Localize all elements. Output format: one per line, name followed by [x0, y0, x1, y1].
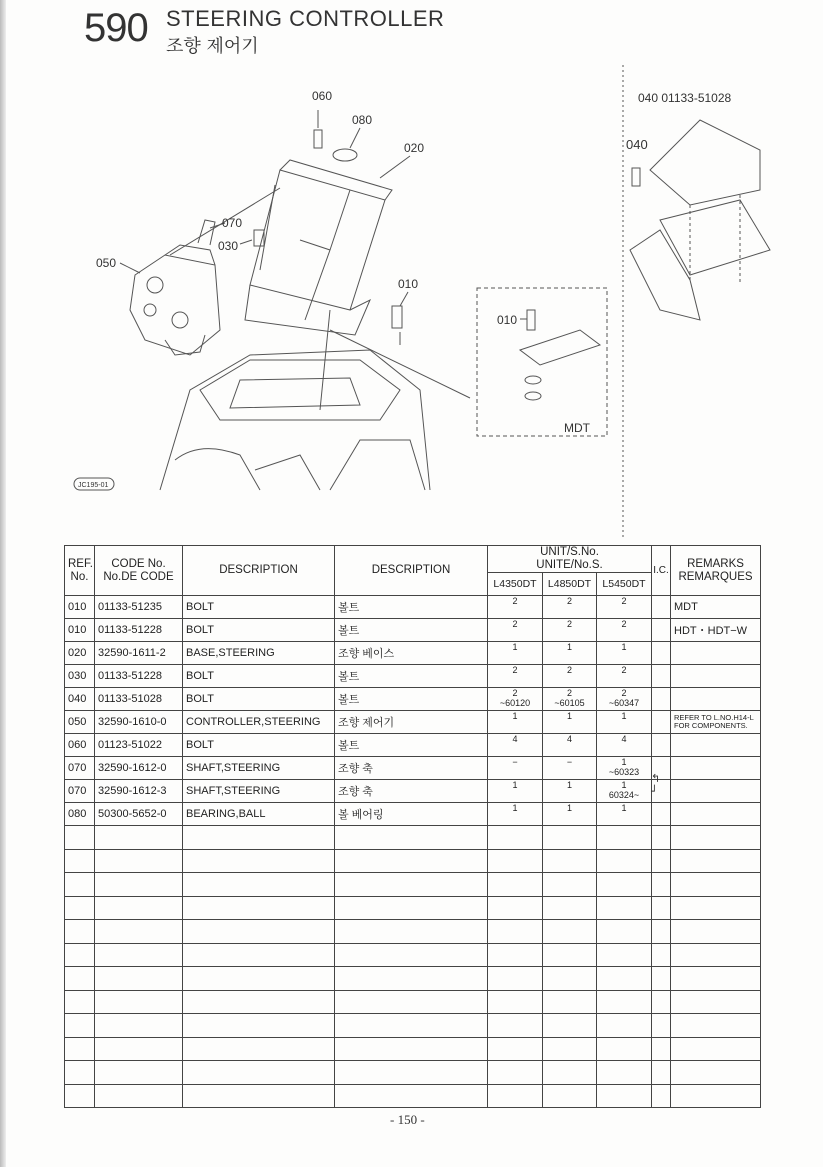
- row-ref: 010: [65, 596, 95, 619]
- row-qty: 2: [488, 619, 543, 642]
- empty-cell: [597, 1037, 652, 1061]
- empty-cell: [335, 943, 488, 967]
- empty-cell: [65, 896, 95, 920]
- empty-cell: [543, 1084, 597, 1108]
- row-qty: 1: [543, 803, 597, 826]
- empty-cell: [597, 826, 652, 850]
- header-ref: REF. No.: [65, 546, 95, 596]
- header-code: CODE No. No.DE CODE: [95, 546, 183, 596]
- empty-row: [65, 896, 761, 920]
- table-row: [65, 619, 761, 642]
- empty-cell: [183, 943, 335, 967]
- row-description-en: SHAFT,STEERING: [183, 757, 335, 780]
- empty-cell: [95, 990, 183, 1014]
- empty-cell: [183, 826, 335, 850]
- header-unit: UNIT/S.No. UNITE/No.S.: [488, 546, 652, 573]
- row-ic: [652, 803, 671, 826]
- empty-cell: [183, 873, 335, 897]
- empty-cell: [65, 1084, 95, 1108]
- empty-cell: [65, 1014, 95, 1038]
- row-qty: 2: [543, 619, 597, 642]
- empty-cell: [183, 1037, 335, 1061]
- row-qty: 2: [543, 596, 597, 619]
- row-qty: 1: [488, 642, 543, 665]
- row-ic: [652, 665, 671, 688]
- empty-cell: [671, 873, 761, 897]
- row-code: 01133-51235: [95, 596, 183, 619]
- empty-cell: [652, 990, 671, 1014]
- row-code: 01133-51228: [95, 665, 183, 688]
- mdt-inset: [477, 288, 607, 436]
- row-qty: 1: [543, 780, 597, 803]
- empty-cell: [95, 1014, 183, 1038]
- empty-cell: [597, 967, 652, 991]
- empty-cell: [65, 943, 95, 967]
- row-description-ko: 볼 베어링: [335, 803, 488, 826]
- header-ic: I.C.: [652, 546, 671, 596]
- row-description-en: BOLT: [183, 619, 335, 642]
- empty-cell: [335, 896, 488, 920]
- empty-cell: [597, 1084, 652, 1108]
- row-description-ko: 조향 축: [335, 757, 488, 780]
- row-qty: 4: [543, 734, 597, 757]
- empty-cell: [488, 1084, 543, 1108]
- empty-cell: [671, 967, 761, 991]
- row-ref: 050: [65, 711, 95, 734]
- row-code: 32590-1612-3: [95, 780, 183, 803]
- svg-text:JC195-01: JC195-01: [78, 482, 109, 489]
- empty-cell: [65, 826, 95, 850]
- header-description-en: DESCRIPTION: [183, 546, 335, 596]
- empty-cell: [65, 1037, 95, 1061]
- empty-cell: [652, 849, 671, 873]
- empty-cell: [65, 1061, 95, 1085]
- empty-cell: [95, 873, 183, 897]
- row-qty: −: [543, 757, 597, 780]
- callout-010: 010: [398, 277, 419, 291]
- row-description-en: BASE,STEERING: [183, 642, 335, 665]
- row-description-ko: 볼트: [335, 596, 488, 619]
- empty-cell: [488, 943, 543, 967]
- empty-cell: [543, 943, 597, 967]
- row-qty: −: [488, 757, 543, 780]
- empty-cell: [335, 1084, 488, 1108]
- row-code: 01123-51022: [95, 734, 183, 757]
- empty-cell: [543, 896, 597, 920]
- right-inset-header: 040 01133-51028: [638, 91, 732, 105]
- header-model: L4350DT: [488, 573, 543, 596]
- row-qty: 1: [543, 711, 597, 734]
- row-description-ko: 볼트: [335, 665, 488, 688]
- row-description-en: BOLT: [183, 665, 335, 688]
- empty-cell: [335, 1037, 488, 1061]
- row-remarks: [671, 780, 761, 803]
- empty-cell: [597, 896, 652, 920]
- row-description-en: SHAFT,STEERING: [183, 780, 335, 803]
- row-ref: 010: [65, 619, 95, 642]
- empty-cell: [65, 967, 95, 991]
- empty-cell: [183, 1014, 335, 1038]
- row-ic: [652, 619, 671, 642]
- empty-cell: [543, 967, 597, 991]
- empty-row: [65, 967, 761, 991]
- row-qty: 2 ~60105: [543, 688, 597, 711]
- row-qty: 1: [597, 642, 652, 665]
- empty-cell: [183, 896, 335, 920]
- empty-cell: [671, 826, 761, 850]
- empty-row: [65, 990, 761, 1014]
- row-qty: 2: [488, 665, 543, 688]
- empty-cell: [652, 920, 671, 944]
- row-ref: 080: [65, 803, 95, 826]
- row-qty: 2: [597, 619, 652, 642]
- row-remarks: [671, 803, 761, 826]
- row-ic: [652, 734, 671, 757]
- row-description-en: CONTROLLER,STEERING: [183, 711, 335, 734]
- row-qty: 1: [488, 780, 543, 803]
- row-remarks: HDT・HDT−W: [671, 619, 761, 642]
- empty-cell: [65, 990, 95, 1014]
- empty-cell: [183, 849, 335, 873]
- row-remarks: [671, 665, 761, 688]
- mdt-label: MDT: [564, 421, 590, 435]
- parts-diagram: [0, 60, 823, 540]
- empty-cell: [65, 920, 95, 944]
- row-qty: 1: [488, 711, 543, 734]
- row-ref: 070: [65, 780, 95, 803]
- empty-cell: [652, 1014, 671, 1038]
- empty-cell: [543, 1037, 597, 1061]
- empty-cell: [95, 1084, 183, 1108]
- callout-020: 020: [404, 141, 425, 155]
- empty-cell: [671, 1061, 761, 1085]
- empty-cell: [671, 920, 761, 944]
- empty-cell: [543, 920, 597, 944]
- empty-row: [65, 920, 761, 944]
- empty-cell: [597, 849, 652, 873]
- ic-interchange-bracket: ↰ ┘: [651, 772, 661, 798]
- row-qty: 1 60324~: [597, 780, 652, 803]
- mdt-callout-010: 010: [497, 313, 518, 327]
- empty-cell: [652, 1084, 671, 1108]
- empty-cell: [335, 1061, 488, 1085]
- row-remarks: [671, 734, 761, 757]
- row-ref: 030: [65, 665, 95, 688]
- row-qty: 1: [543, 642, 597, 665]
- empty-cell: [597, 1014, 652, 1038]
- row-code: 01133-51228: [95, 619, 183, 642]
- row-qty: 2 ~60347: [597, 688, 652, 711]
- row-ref: 040: [65, 688, 95, 711]
- empty-cell: [652, 967, 671, 991]
- row-remarks: [671, 757, 761, 780]
- section-number: 590: [84, 6, 148, 50]
- row-ic: [652, 596, 671, 619]
- row-description-ko: 조향 제어기: [335, 711, 488, 734]
- empty-cell: [488, 920, 543, 944]
- empty-cell: [671, 990, 761, 1014]
- row-remarks: [671, 688, 761, 711]
- parts-table: [64, 545, 761, 1108]
- empty-cell: [95, 1061, 183, 1085]
- empty-row: [65, 873, 761, 897]
- header-model: L4850DT: [543, 573, 597, 596]
- steering-controller: [130, 255, 220, 355]
- empty-cell: [543, 826, 597, 850]
- empty-cell: [95, 967, 183, 991]
- row-ic: [652, 642, 671, 665]
- empty-cell: [95, 920, 183, 944]
- row-description-en: BOLT: [183, 734, 335, 757]
- row-ref: 060: [65, 734, 95, 757]
- callout-080: 080: [352, 113, 373, 127]
- empty-cell: [652, 1061, 671, 1085]
- empty-cell: [671, 1014, 761, 1038]
- empty-cell: [543, 990, 597, 1014]
- row-code: 01133-51028: [95, 688, 183, 711]
- empty-cell: [183, 1084, 335, 1108]
- empty-cell: [652, 826, 671, 850]
- empty-cell: [543, 873, 597, 897]
- table-row: [65, 642, 761, 665]
- empty-cell: [488, 990, 543, 1014]
- empty-cell: [95, 943, 183, 967]
- empty-cell: [597, 990, 652, 1014]
- empty-row: [65, 1014, 761, 1038]
- row-qty: 2: [488, 596, 543, 619]
- row-description-en: BEARING,BALL: [183, 803, 335, 826]
- empty-cell: [597, 943, 652, 967]
- row-ref: 070: [65, 757, 95, 780]
- empty-cell: [183, 990, 335, 1014]
- empty-cell: [488, 1061, 543, 1085]
- empty-cell: [95, 849, 183, 873]
- right-inset: [623, 65, 770, 538]
- row-qty: 1 ~60323: [597, 757, 652, 780]
- table-row: [65, 711, 761, 734]
- row-qty: 2: [597, 665, 652, 688]
- empty-cell: [488, 1014, 543, 1038]
- empty-cell: [335, 826, 488, 850]
- empty-cell: [95, 896, 183, 920]
- header-remarks: REMARKS REMARQUES: [671, 546, 761, 596]
- empty-cell: [671, 849, 761, 873]
- empty-cell: [183, 920, 335, 944]
- empty-cell: [671, 1084, 761, 1108]
- empty-cell: [335, 1014, 488, 1038]
- row-ref: 020: [65, 642, 95, 665]
- empty-cell: [335, 873, 488, 897]
- empty-cell: [543, 849, 597, 873]
- row-code: 32590-1612-0: [95, 757, 183, 780]
- empty-row: [65, 943, 761, 967]
- empty-cell: [597, 873, 652, 897]
- table-row: [65, 734, 761, 757]
- empty-cell: [597, 920, 652, 944]
- row-qty: 2 ~60120: [488, 688, 543, 711]
- table-row: [65, 665, 761, 688]
- empty-cell: [183, 1061, 335, 1085]
- row-ic: [652, 688, 671, 711]
- row-qty: 1: [597, 711, 652, 734]
- row-qty: 1: [488, 803, 543, 826]
- diagram-stamp: [74, 478, 114, 490]
- empty-cell: [488, 849, 543, 873]
- callout-050: 050: [96, 256, 117, 270]
- row-description-en: BOLT: [183, 688, 335, 711]
- row-qty: 1: [597, 803, 652, 826]
- row-code: 50300-5652-0: [95, 803, 183, 826]
- row-qty: 4: [488, 734, 543, 757]
- parts-table-body: [65, 596, 761, 1108]
- row-qty: 4: [597, 734, 652, 757]
- empty-cell: [652, 1037, 671, 1061]
- table-row: [65, 596, 761, 619]
- page-number: - 150 -: [390, 1112, 425, 1127]
- section-title-ko: 조향 제어기: [166, 36, 259, 57]
- empty-cell: [335, 967, 488, 991]
- header-model: L5450DT: [597, 573, 652, 596]
- empty-cell: [671, 943, 761, 967]
- row-remarks: REFER TO L.NO.H14-L FOR COMPONENTS.: [671, 711, 761, 734]
- row-description-ko: 조향 베이스: [335, 642, 488, 665]
- row-remarks: [671, 642, 761, 665]
- row-qty: 2: [597, 596, 652, 619]
- row-remarks: MDT: [671, 596, 761, 619]
- header-description-ko: DESCRIPTION: [335, 546, 488, 596]
- section-title-en: STEERING CONTROLLER: [166, 6, 445, 31]
- steering-base-bracket: [250, 170, 385, 310]
- empty-cell: [488, 826, 543, 850]
- callout-070: 070: [222, 216, 243, 230]
- empty-cell: [597, 1061, 652, 1085]
- empty-cell: [95, 826, 183, 850]
- row-description-ko: 볼트: [335, 619, 488, 642]
- callout-060: 060: [312, 89, 333, 103]
- empty-cell: [335, 990, 488, 1014]
- row-description-ko: 조향 축: [335, 780, 488, 803]
- empty-cell: [95, 1037, 183, 1061]
- empty-cell: [652, 873, 671, 897]
- right-callout-040: 040: [626, 137, 648, 152]
- table-row: [65, 688, 761, 711]
- row-description-en: BOLT: [183, 596, 335, 619]
- row-qty: 2: [543, 665, 597, 688]
- empty-cell: [65, 873, 95, 897]
- table-row: [65, 803, 761, 826]
- row-description-ko: 볼트: [335, 688, 488, 711]
- row-code: 32590-1610-0: [95, 711, 183, 734]
- empty-cell: [652, 896, 671, 920]
- empty-cell: [335, 920, 488, 944]
- callout-030: 030: [218, 239, 239, 253]
- empty-cell: [543, 1014, 597, 1038]
- row-ic: [652, 711, 671, 734]
- empty-cell: [183, 967, 335, 991]
- empty-cell: [65, 849, 95, 873]
- empty-row: [65, 826, 761, 850]
- empty-row: [65, 1037, 761, 1061]
- empty-cell: [488, 967, 543, 991]
- empty-cell: [543, 1061, 597, 1085]
- empty-cell: [488, 873, 543, 897]
- row-code: 32590-1611-2: [95, 642, 183, 665]
- empty-cell: [335, 849, 488, 873]
- empty-row: [65, 1084, 761, 1108]
- empty-row: [65, 1061, 761, 1085]
- empty-row: [65, 849, 761, 873]
- empty-cell: [488, 896, 543, 920]
- empty-cell: [488, 1037, 543, 1061]
- empty-cell: [652, 943, 671, 967]
- empty-cell: [671, 1037, 761, 1061]
- row-description-ko: 볼트: [335, 734, 488, 757]
- empty-cell: [671, 896, 761, 920]
